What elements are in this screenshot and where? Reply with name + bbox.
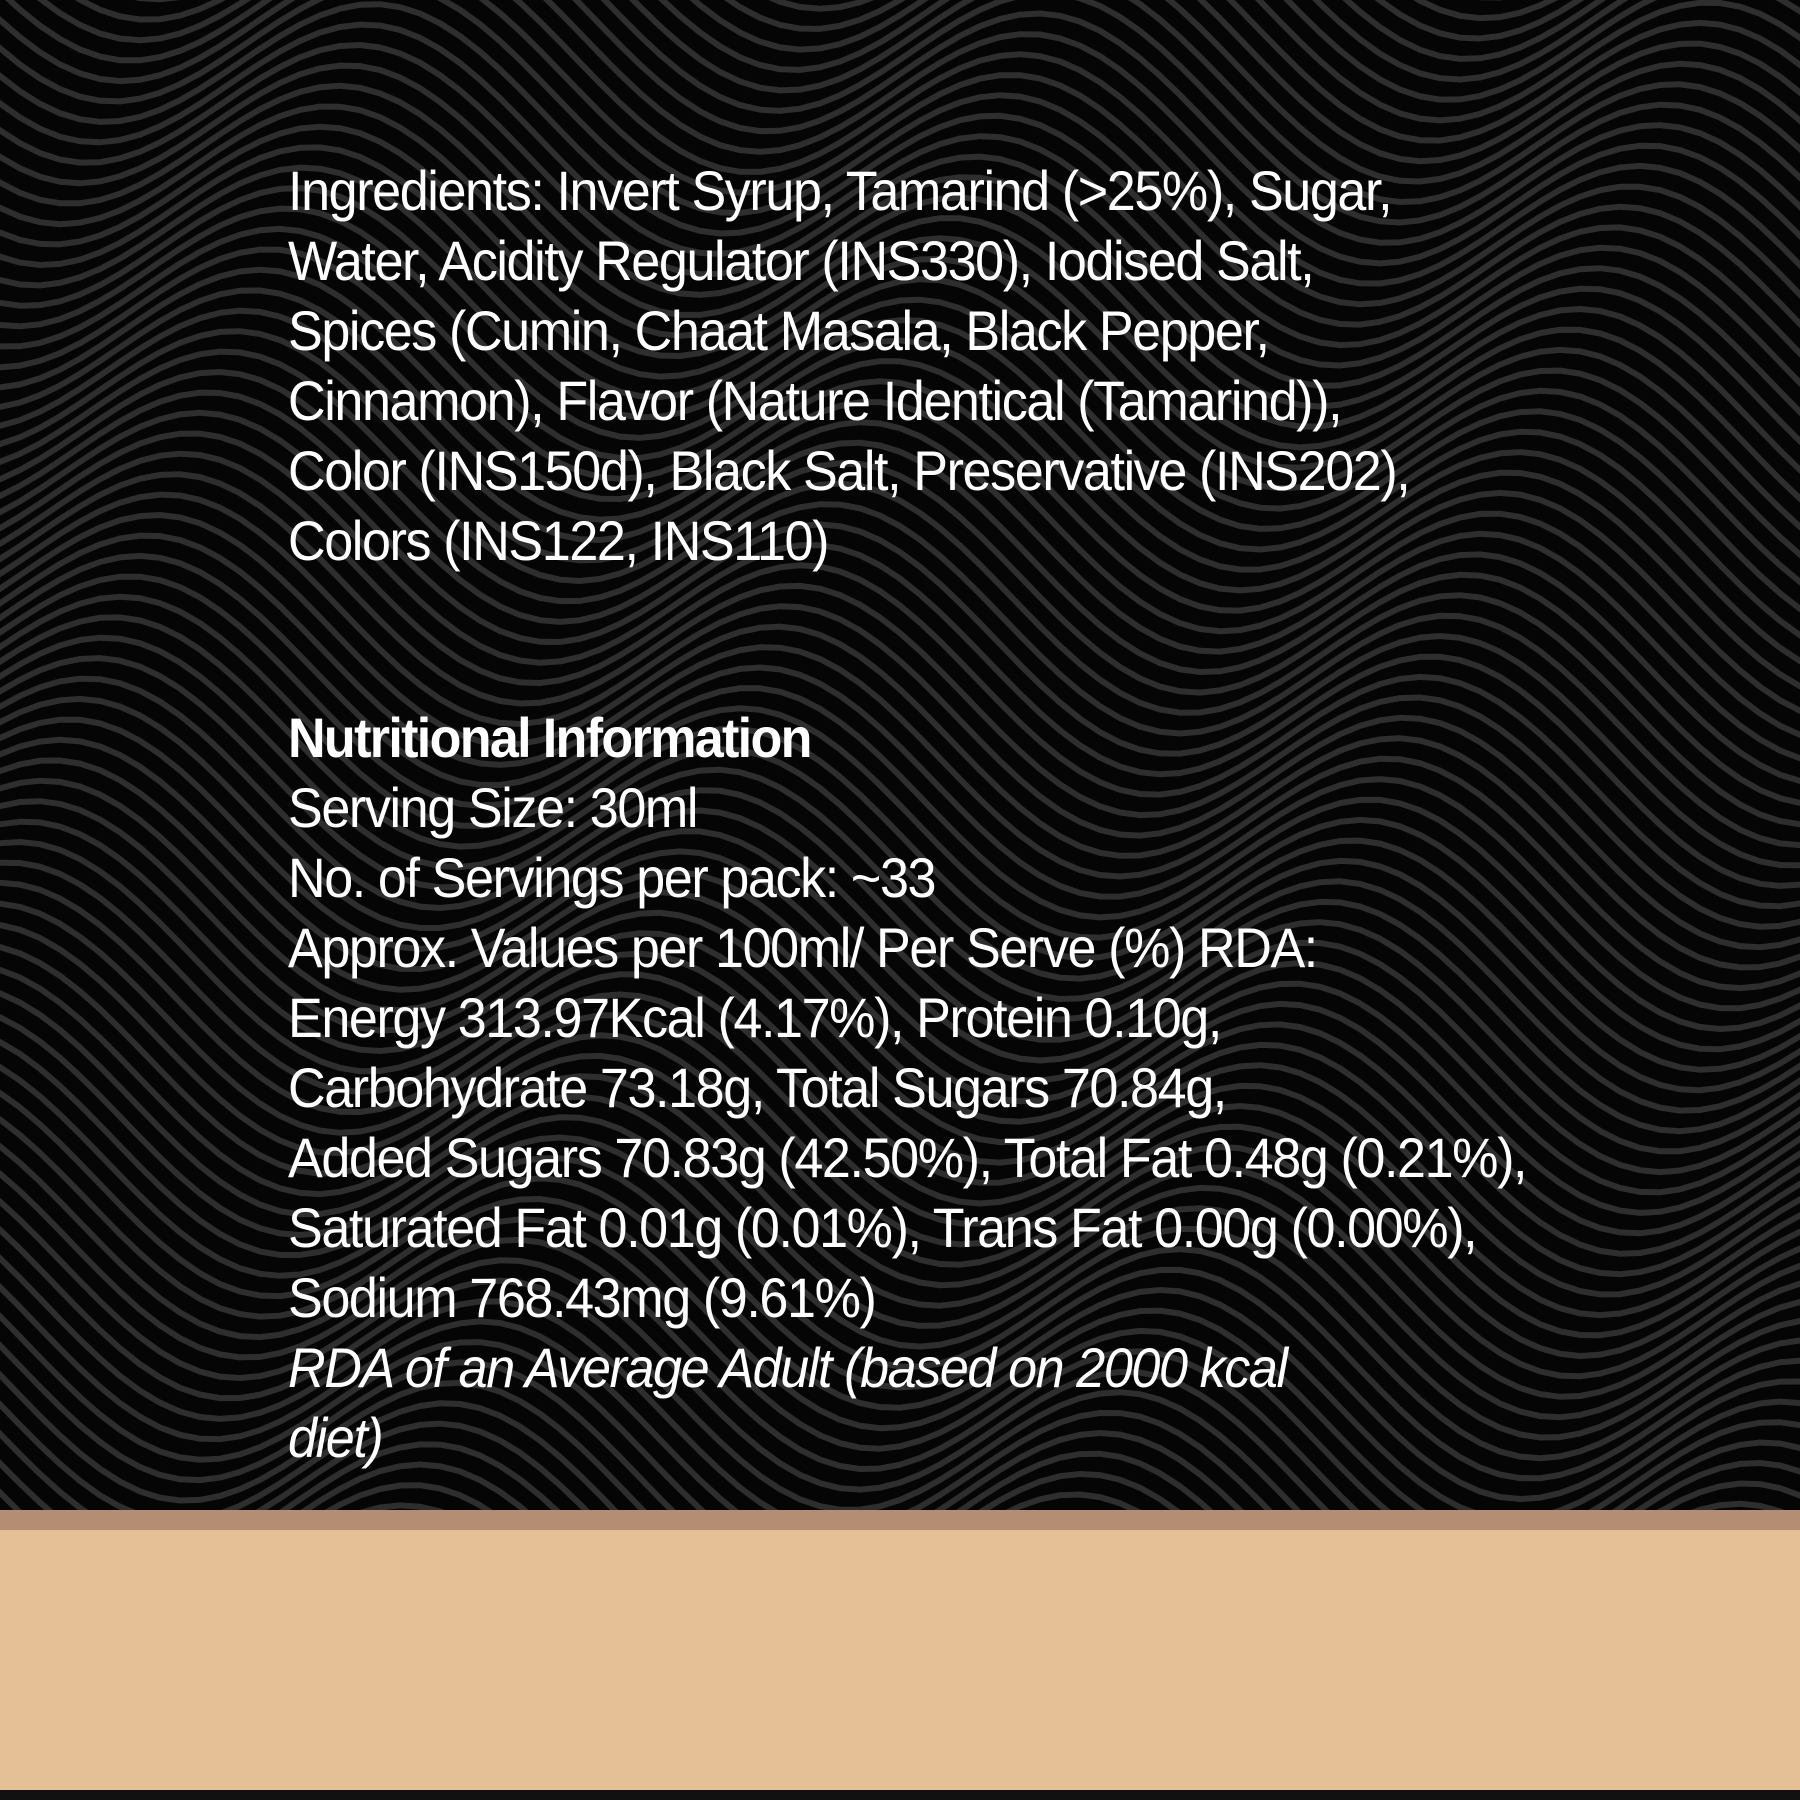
nutrition-title: Nutritional Information xyxy=(288,706,811,769)
ingredients-line: Cinnamon), Flavor (Nature Identical (Tamarind)), xyxy=(288,369,1342,432)
tan-color-band xyxy=(0,1530,1800,1790)
nutrition-block xyxy=(288,703,1526,1473)
serving-size: Serving Size: 30ml xyxy=(288,776,698,839)
rda-note-line: diet) xyxy=(288,1406,383,1469)
ingredients-line: Ingredients: Invert Syrup, Tamarind (>25%), Sugar, xyxy=(288,159,1392,222)
nutrition-values-line: Added Sugars 70.83g (42.50%), Total Fat 0.48g (0.21%), xyxy=(288,1126,1527,1189)
nutrition-values-line: Sodium 768.43mg (9.61%) xyxy=(288,1266,876,1329)
servings-per-pack: No. of Servings per pack: ~33 xyxy=(288,846,936,909)
nutrition-values-line: Saturated Fat 0.01g (0.01%), Trans Fat 0.00g (0.00%), xyxy=(288,1196,1477,1259)
nutrition-values-line: Energy 313.97Kcal (4.17%), Protein 0.10g, xyxy=(288,986,1221,1049)
bottom-dark-edge xyxy=(0,1790,1800,1800)
ingredients-line: Colors (INS122, INS110) xyxy=(288,509,829,572)
nutrition-values-line: Carbohydrate 73.18g, Total Sugars 70.84g, xyxy=(288,1056,1226,1119)
values-header: Approx. Values per 100ml/ Per Serve (%) RDA: xyxy=(288,916,1317,979)
rda-note-line: RDA of an Average Adult (based on 2000 kcal xyxy=(288,1336,1287,1399)
ingredients-line: Spices (Cumin, Chaat Masala, Black Pepper, xyxy=(288,299,1269,362)
ingredients-line: Color (INS150d), Black Salt, Preservative (INS202), xyxy=(288,439,1410,502)
tan-divider-strip xyxy=(0,1510,1800,1530)
ingredients-line: Water, Acidity Regulator (INS330), Iodised Salt, xyxy=(288,229,1314,292)
ingredients-block xyxy=(288,156,1409,576)
